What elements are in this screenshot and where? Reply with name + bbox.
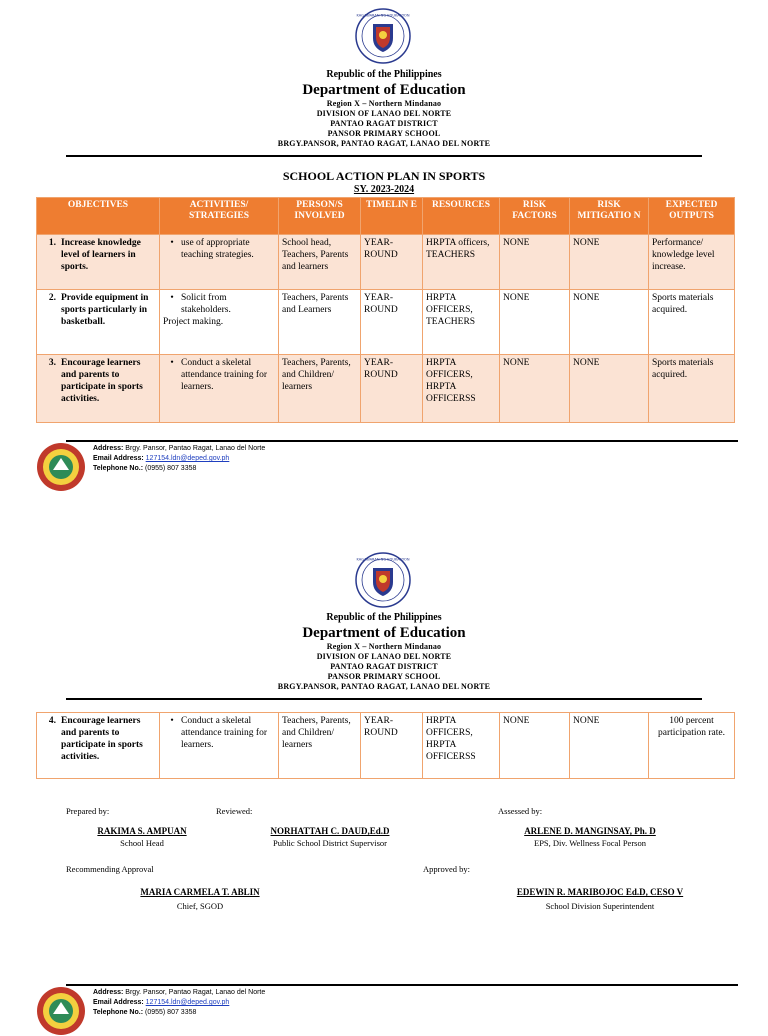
persons-cell: Teachers, Parents, and Children/ learners	[279, 713, 361, 779]
division-line: DIVISION OF LANAO DEL NORTE	[316, 109, 452, 118]
recommending-role: Chief, SGOD	[176, 901, 224, 911]
email-label: Email Address:	[93, 999, 144, 1006]
objective-text: Encourage learners and parents to participate in sports activities.	[61, 358, 143, 404]
timeline-cell: YEAR-ROUND	[361, 355, 423, 423]
recommending-label: Recommending Approval	[66, 864, 154, 874]
table-header-row	[37, 198, 735, 235]
recommending-name: MARIA CARMELA T. ABLIN	[140, 887, 260, 897]
deped-seal-icon	[355, 552, 411, 608]
column-header: ACTIVITIES/ STRATEGIES	[160, 198, 279, 235]
row-number: 2.	[48, 293, 56, 303]
bullet-icon: •	[170, 293, 174, 303]
phone-text: (0955) 807 3358	[145, 465, 197, 472]
school-logo-icon	[36, 986, 86, 1036]
column-header: RISK MITIGATIO N	[570, 198, 649, 235]
row-number: 3.	[48, 358, 56, 368]
column-header: OBJECTIVES	[37, 198, 160, 235]
letterhead-divider	[66, 155, 702, 157]
assessed-name: ARLENE D. MANGINSAY, Ph. D	[524, 826, 656, 836]
table-row	[37, 290, 735, 355]
school-logo-icon	[36, 442, 86, 492]
objective-text: Provide equipment in sports particularly in basketball.	[61, 293, 149, 327]
resources-cell: HRPTA OFFICERS, HRPTA OFFICERSS	[423, 355, 500, 423]
bullet-icon: •	[170, 716, 174, 726]
reviewed-role: Public School District Supervisor	[272, 838, 388, 848]
risk-factors-cell: NONE	[500, 355, 570, 423]
region-line: Region X – Northern Mindanao	[326, 99, 442, 108]
assessed-label: Assessed by:	[498, 806, 543, 816]
outputs-cell: Sports materials acquired.	[649, 290, 735, 355]
email-link[interactable]: 127154.ldn@deped.gov.ph	[145, 455, 230, 462]
resources-cell: HRPTA officers, TEACHERS	[423, 235, 500, 290]
activity-text: use of appropriate teaching strategies.	[181, 238, 254, 260]
region-line: Region X – Northern Mindanao	[326, 642, 442, 651]
school-year: SY. 2023-2024	[353, 184, 415, 195]
timeline-cell: YEAR-ROUND	[361, 290, 423, 355]
action-plan-table-continued	[36, 712, 735, 779]
page-footer	[36, 440, 736, 492]
bullet-icon: •	[170, 358, 174, 368]
resources-cell: HRPTA OFFICERS, HRPTA OFFICERSS	[423, 713, 500, 779]
document-title: SCHOOL ACTION PLAN IN SPORTS	[282, 169, 486, 183]
persons-cell: Teachers, Parents, and Children/ learners	[279, 355, 361, 423]
activity-extra-text: Project making.	[163, 317, 224, 327]
prepared-label: Prepared by:	[66, 806, 110, 816]
phone-text: (0955) 807 3358	[145, 1009, 197, 1016]
reviewed-label: Reviewed:	[216, 806, 253, 816]
phone-label: Telephone No.:	[93, 1009, 144, 1016]
approved-role: School Division Superintendent	[545, 901, 655, 911]
column-header: PERSON/S INVOLVED	[279, 198, 361, 235]
reviewed-name: NORHATTAH C. DAUD,Ed.D	[270, 826, 390, 836]
risk-factors-cell: NONE	[500, 290, 570, 355]
address-text: Brgy. Pansor, Pantao Ragat, Lanao del Norte	[125, 989, 266, 996]
department-line: Department of Education	[302, 82, 466, 98]
school-line: PANSOR PRIMARY SCHOOL	[327, 672, 441, 681]
risk-mitigation-cell: NONE	[570, 235, 649, 290]
address-label: Address:	[93, 989, 124, 996]
row-number: 1.	[48, 238, 56, 248]
column-header: TIMELIN E	[361, 198, 423, 235]
footer-contact	[93, 444, 265, 474]
deped-seal-icon	[355, 8, 411, 64]
school-address-line: BRGY.PANSOR, PANTAO RAGAT, LANAO DEL NORTE	[277, 682, 491, 691]
footer-contact	[93, 988, 265, 1018]
approved-label: Approved by:	[423, 864, 470, 874]
prepared-name: RAKIMA S. AMPUAN	[97, 826, 187, 836]
action-plan-table	[36, 197, 735, 423]
republic-line: Republic of the Philippines	[326, 69, 442, 80]
persons-cell: Teachers, Parents and Learners	[279, 290, 361, 355]
row-number: 4.	[48, 716, 56, 726]
department-line: Department of Education	[302, 625, 466, 641]
school-address-line: BRGY.PANSOR, PANTAO RAGAT, LANAO DEL NORTE	[277, 139, 491, 148]
email-label: Email Address:	[93, 455, 144, 462]
objective-text: Encourage learners and parents to participate in sports activities.	[61, 716, 143, 762]
risk-mitigation-cell: NONE	[570, 355, 649, 423]
column-header: RISK FACTORS	[500, 198, 570, 235]
table-row	[37, 235, 735, 290]
svg-text:KAGAWARAN NG EDUKASYON: KAGAWARAN NG EDUKASYON	[356, 557, 410, 562]
outputs-cell: 100 percent participation rate.	[649, 713, 735, 779]
outputs-cell: Sports materials acquired.	[649, 355, 735, 423]
footer-divider	[66, 984, 738, 986]
table-row	[37, 355, 735, 423]
table-row	[37, 713, 735, 779]
column-header: RESOURCES	[423, 198, 500, 235]
column-header: EXPECTED OUTPUTS	[649, 198, 735, 235]
bullet-icon: •	[170, 238, 174, 248]
page-1	[0, 0, 768, 512]
page-footer	[36, 984, 736, 1036]
assessed-role: EPS, Div. Wellness Focal Person	[534, 838, 646, 848]
address-label: Address:	[93, 445, 124, 452]
persons-cell: School head, Teachers, Parents and learners	[279, 235, 361, 290]
district-line: PANTAO RAGAT DISTRICT	[330, 662, 438, 671]
risk-factors-cell: NONE	[500, 235, 570, 290]
school-line: PANSOR PRIMARY SCHOOL	[327, 129, 441, 138]
approved-name: EDEWIN R. MARIBOJOC Ed.D, CESO V	[516, 887, 684, 897]
page-2	[0, 544, 768, 1024]
address-text: Brgy. Pansor, Pantao Ragat, Lanao del Norte	[125, 445, 266, 452]
phone-label: Telephone No.:	[93, 465, 144, 472]
letterhead	[0, 69, 768, 149]
resources-cell: HRPTA OFFICERS, TEACHERS	[423, 290, 500, 355]
objective-text: Increase knowledge level of learners in sports.	[61, 238, 141, 272]
svg-text:KAGAWARAN NG EDUKASYON: KAGAWARAN NG EDUKASYON	[356, 13, 410, 18]
outputs-cell: Performance/ knowledge level increase.	[649, 235, 735, 290]
activity-text: Solicit from stakeholders.	[181, 293, 231, 315]
republic-line: Republic of the Philippines	[326, 612, 442, 623]
district-line: PANTAO RAGAT DISTRICT	[330, 119, 438, 128]
footer-divider	[66, 440, 738, 442]
timeline-cell: YEAR-ROUND	[361, 713, 423, 779]
letterhead	[0, 612, 768, 692]
risk-mitigation-cell: NONE	[570, 290, 649, 355]
division-line: DIVISION OF LANAO DEL NORTE	[316, 652, 452, 661]
letterhead-divider	[66, 698, 702, 700]
email-link[interactable]: 127154.ldn@deped.gov.ph	[145, 999, 230, 1006]
prepared-role: School Head	[120, 838, 164, 848]
activity-text: Conduct a skeletal attendance training for learners.	[181, 358, 267, 392]
risk-mitigation-cell: NONE	[570, 713, 649, 779]
timeline-cell: YEAR-ROUND	[361, 235, 423, 290]
risk-factors-cell: NONE	[500, 713, 570, 779]
activity-text: Conduct a skeletal attendance training for learners.	[181, 716, 267, 750]
